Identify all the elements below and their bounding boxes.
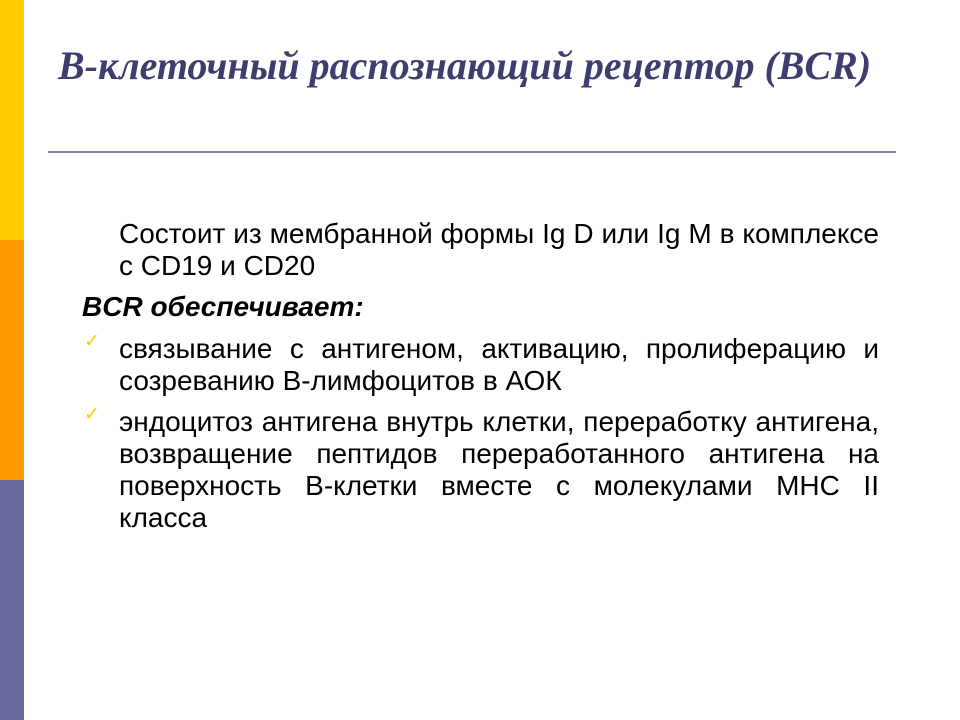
title-divider xyxy=(48,151,896,153)
check-icon: ✓ xyxy=(84,331,100,352)
bullet-item xyxy=(82,333,879,397)
intro-paragraph: Состоит из мембранной формы Ig D или Ig M в комплексе с CD19 и CD20 xyxy=(119,218,879,281)
slide-body xyxy=(82,218,879,543)
subheading: BCR обеспечивает: xyxy=(82,291,364,322)
check-icon: ✓ xyxy=(84,404,100,425)
decorative-stripe-bottom xyxy=(0,480,24,720)
decorative-stripe-middle xyxy=(0,240,24,480)
bullet-text: эндоцитоз антигена внутрь клетки, переработку антигена, возвращение пептидов переработанного антигена на поверхность В-клетки вместе с молекулами МНС II класса xyxy=(119,406,879,533)
decorative-stripe-top xyxy=(0,0,24,240)
bullet-item xyxy=(82,406,879,534)
bullet-text: связывание с антигеном, активацию, пролиферацию и созреванию В-лимфоцитов в АОК xyxy=(119,333,879,396)
slide-title: В-клеточный распознающий рецептор (BCR) xyxy=(58,43,872,88)
